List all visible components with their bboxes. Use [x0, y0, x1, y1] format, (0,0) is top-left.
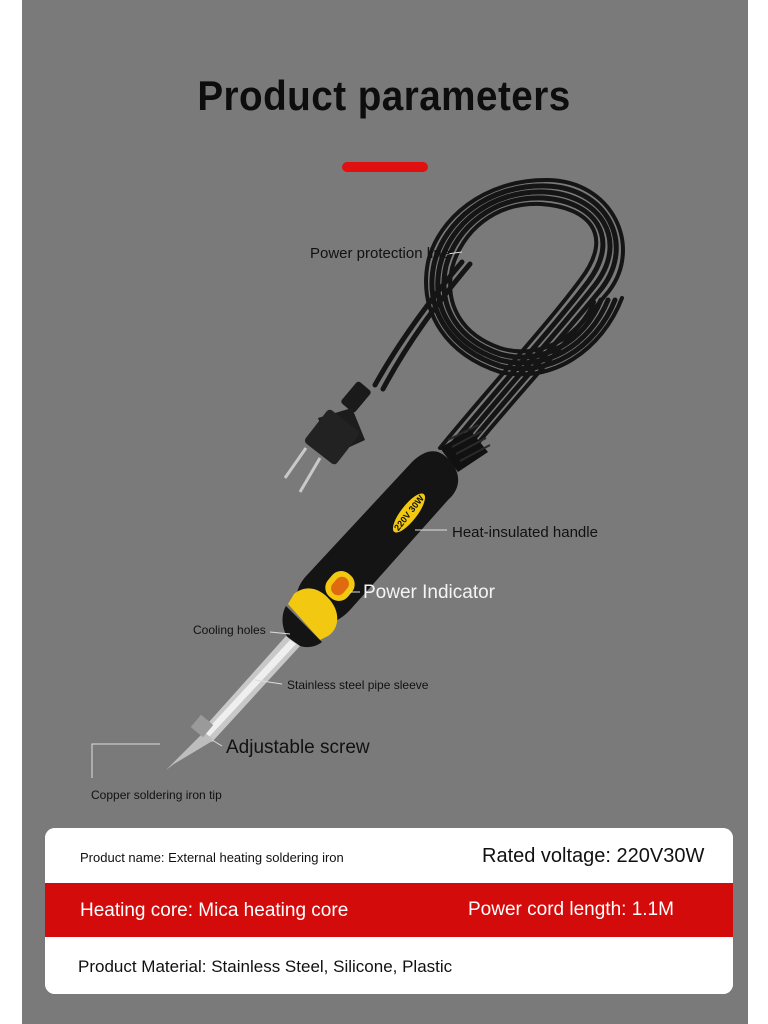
page-title: Product parameters	[197, 72, 571, 119]
spec-cord-length: Power cord length: 1.1M	[468, 899, 674, 920]
specs-table	[45, 828, 733, 994]
callout-power-indicator: Power Indicator	[363, 582, 496, 603]
callout-adjustable-screw: Adjustable screw	[226, 737, 370, 758]
callout-power-protection-line: Power protection line	[310, 245, 451, 262]
copper-iron-tip	[166, 715, 214, 770]
spec-material: Product Material: Stainless Steel, Silicone, Plastic	[78, 957, 453, 976]
callout-heat-insulated-handle: Heat-insulated handle	[452, 524, 598, 541]
power-plug	[285, 380, 372, 492]
spec-heating-core: Heating core: Mica heating core	[80, 900, 349, 921]
spec-rated-voltage: Rated voltage: 220V30W	[482, 845, 705, 867]
callout-iron-tip: Copper soldering iron tip	[91, 788, 222, 802]
callout-cooling-holes: Cooling holes	[193, 623, 266, 637]
callout-pipe-sleeve: Stainless steel pipe sleeve	[287, 678, 429, 692]
power-cord-coil	[375, 180, 623, 460]
spec-product-name: Product name: External heating soldering iron	[80, 850, 344, 865]
handle-marking: 220V 30W	[392, 493, 426, 533]
specs-row	[45, 828, 733, 883]
specs-row-highlight	[45, 883, 733, 937]
specs-row	[45, 937, 733, 994]
stainless-pipe-sleeve	[200, 636, 300, 742]
heat-insulated-handle	[283, 451, 459, 647]
